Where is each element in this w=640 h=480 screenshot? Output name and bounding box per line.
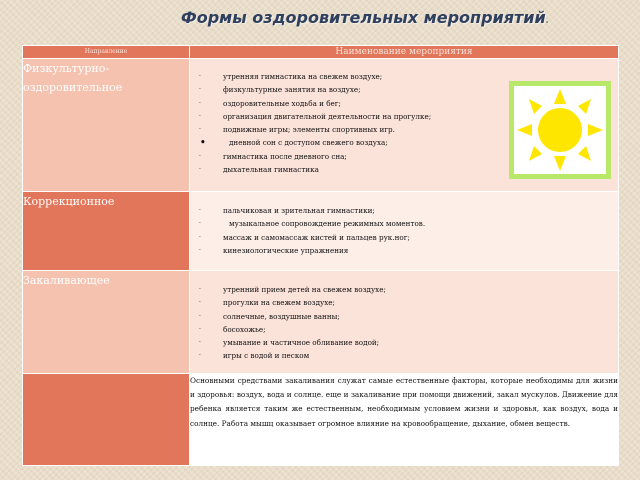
category-cell: Закаливающее — [23, 271, 190, 374]
list-item: · утренняя гимнастика на свежем воздухе; — [199, 72, 383, 81]
table-row — [23, 192, 619, 271]
activity-list-cell — [190, 271, 619, 374]
table-row — [23, 59, 619, 192]
page-title: Формы оздоровительных мероприятий. — [180, 8, 550, 27]
list-item: · пальчиковая и зрительная гимнастики; — [199, 206, 375, 215]
sun-icon — [509, 81, 611, 179]
category-cell: Физкультурно-оздоровительное — [23, 59, 190, 192]
header-direction: Направление — [23, 46, 190, 59]
activities-table — [22, 45, 619, 466]
list-item: · умывание и частичное обливание водой; — [199, 338, 380, 348]
list-item: · кинезиологические упражнения — [199, 245, 349, 255]
activity-list-cell — [190, 192, 619, 271]
table-header — [23, 46, 619, 59]
list-item: · оздоровительные ходьба и бег; — [199, 98, 341, 108]
list-item: · прогулки на свежем воздухе; — [199, 298, 335, 308]
list-item: · утренний прием детей на свежем воздухе; — [199, 285, 386, 294]
list-item: · гимнастика после дневного сна; — [199, 151, 347, 161]
activity-list — [190, 283, 618, 363]
hardening-paragraph: Основными средствами закаливания служат самые естественные факторы, которые необходимы для жизни и здоровья: воздух, вода и солнце. еще и закаливание при помощи движений, закал мускулов. Движение для ребенка является таким же естественным, необходимым условием жизни и здоровья, как воздух, вода и солнце. Работа мышц оказывает огромное влияние на кровообращение, дыхание, обмен веществ. — [190, 374, 619, 466]
list-item: · организация двигательной деятельности на прогулке; — [199, 111, 432, 121]
list-item: · физкультурные занятия на воздухе; — [199, 85, 361, 95]
category-cell-empty — [23, 374, 190, 466]
activity-list — [190, 204, 618, 257]
table-row — [23, 271, 619, 374]
list-item: • дневной сон с доступом свежего воздуха; — [200, 138, 388, 149]
list-item: · массаж и самомассаж кистей и пальцев рук.ног; — [199, 232, 410, 242]
list-item: · игры с водой и песком — [199, 351, 310, 361]
list-item: · босохожье; — [199, 324, 266, 334]
activity-list-cell — [190, 59, 619, 192]
table-row — [23, 374, 619, 466]
category-cell: Коррекционное — [23, 192, 190, 271]
list-item: · подвижные игры; элементы спортивных игр. — [199, 125, 395, 135]
list-item: · солнечные, воздушные ванны; — [199, 311, 340, 321]
list-item: · музыкальное сопровождение режимных моментов. — [199, 219, 426, 229]
header-activity-name: Наименование мероприятия — [190, 46, 619, 59]
list-item: · дыхательная гимнастика — [199, 165, 319, 175]
